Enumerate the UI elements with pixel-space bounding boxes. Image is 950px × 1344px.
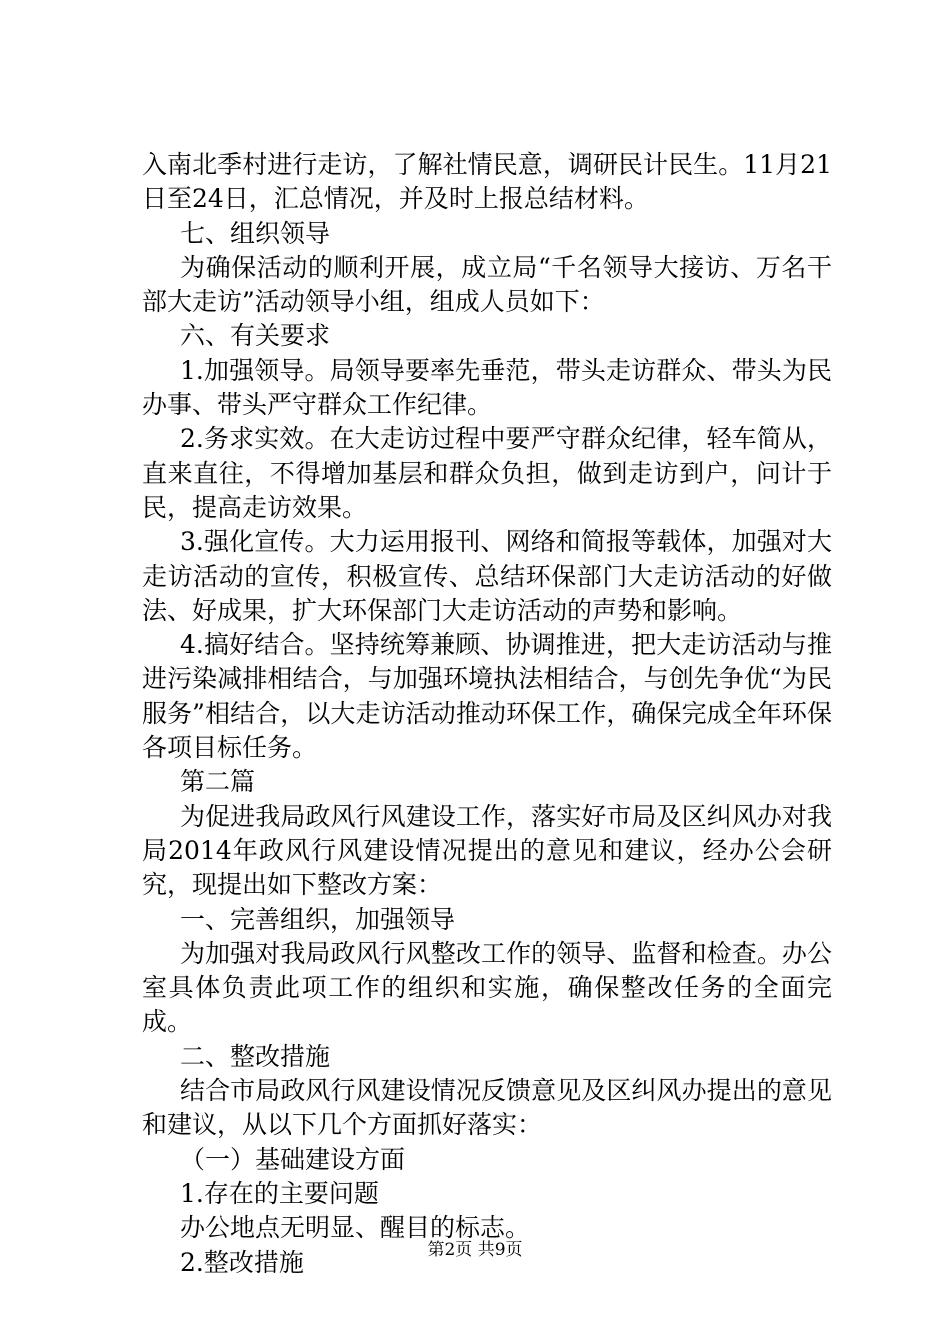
item-rectification-measures: 2.整改措施	[180, 1247, 304, 1277]
page-footer	[0, 1238, 950, 1262]
section-heading-one: 一、完善组织，加强领导	[180, 904, 456, 934]
paragraph-organization: 为加强对我局政风行风整改工作的领导、监督和检查。办公室具体负责此项工作的组织和实施，确保整改任务的全面完成。	[142, 938, 832, 1037]
part-heading-second: 第二篇	[180, 767, 256, 797]
paragraph-3: 为确保活动的顺利开展，成立局“千名领导大接访、万名干部大走访”活动领导小组，组成人员如下：	[142, 252, 832, 317]
requirement-item-2: 2.务求实效。在大走访过程中要严守群众纪律，轻车简从，直来直往，不得增加基层和群众负担，做到走访到户，问计于民，提高走访效果。	[142, 424, 832, 522]
page-number: 第2页 共9页	[427, 1240, 523, 1260]
requirement-item-3: 3.强化宣传。大力运用报刊、网络和简报等载体，加强对大走访活动的宣传，积极宣传、总结环保部门大走访活动的好做法、好成果，扩大环保部门大走访活动的声势和影响。	[142, 527, 832, 625]
paragraph-measures: 结合市局政风行风建设情况反馈意见及区纠风办提出的意见和建议，从以下几个方面抓好落实：	[142, 1076, 832, 1140]
paragraph-intro-second: 为促进我局政风行风建设工作，落实好市局及区纠风办对我局2014年政风行风建设情况提出的意见和建议，经办公会研究，现提出如下整改方案：	[142, 801, 832, 900]
document-body	[142, 148, 832, 1280]
section-heading-organization: 七、组织领导	[180, 218, 331, 248]
section-heading-requirements: 六、有关要求	[180, 321, 331, 351]
requirement-item-1: 1.加强领导。局领导要率先垂范，带头走访群众、带头为民办事、带头严守群众工作纪律。	[142, 355, 832, 420]
section-heading-two: 二、整改措施	[180, 1041, 331, 1071]
item-main-problems: 1.存在的主要问题	[180, 1178, 379, 1208]
requirement-item-4: 4.搞好结合。坚持统筹兼顾、协调推进，把大走访活动与推进污染减排相结合，与加强环境执法相结合，与创先争优“为民服务”相结合，以大走访活动推动环保工作，确保完成全年环保各项目标任务。	[142, 630, 832, 763]
paragraph-1: 入南北季村进行走访，了解社情民意，调研民计民生。11月21日至24日，汇总情况，并及时上报总结材料。	[142, 150, 832, 214]
subsection-heading-infrastructure: （一）基础建设方面	[180, 1144, 406, 1174]
paragraph-problem-detail: 办公地点无明显、醒目的标志。	[180, 1213, 531, 1243]
